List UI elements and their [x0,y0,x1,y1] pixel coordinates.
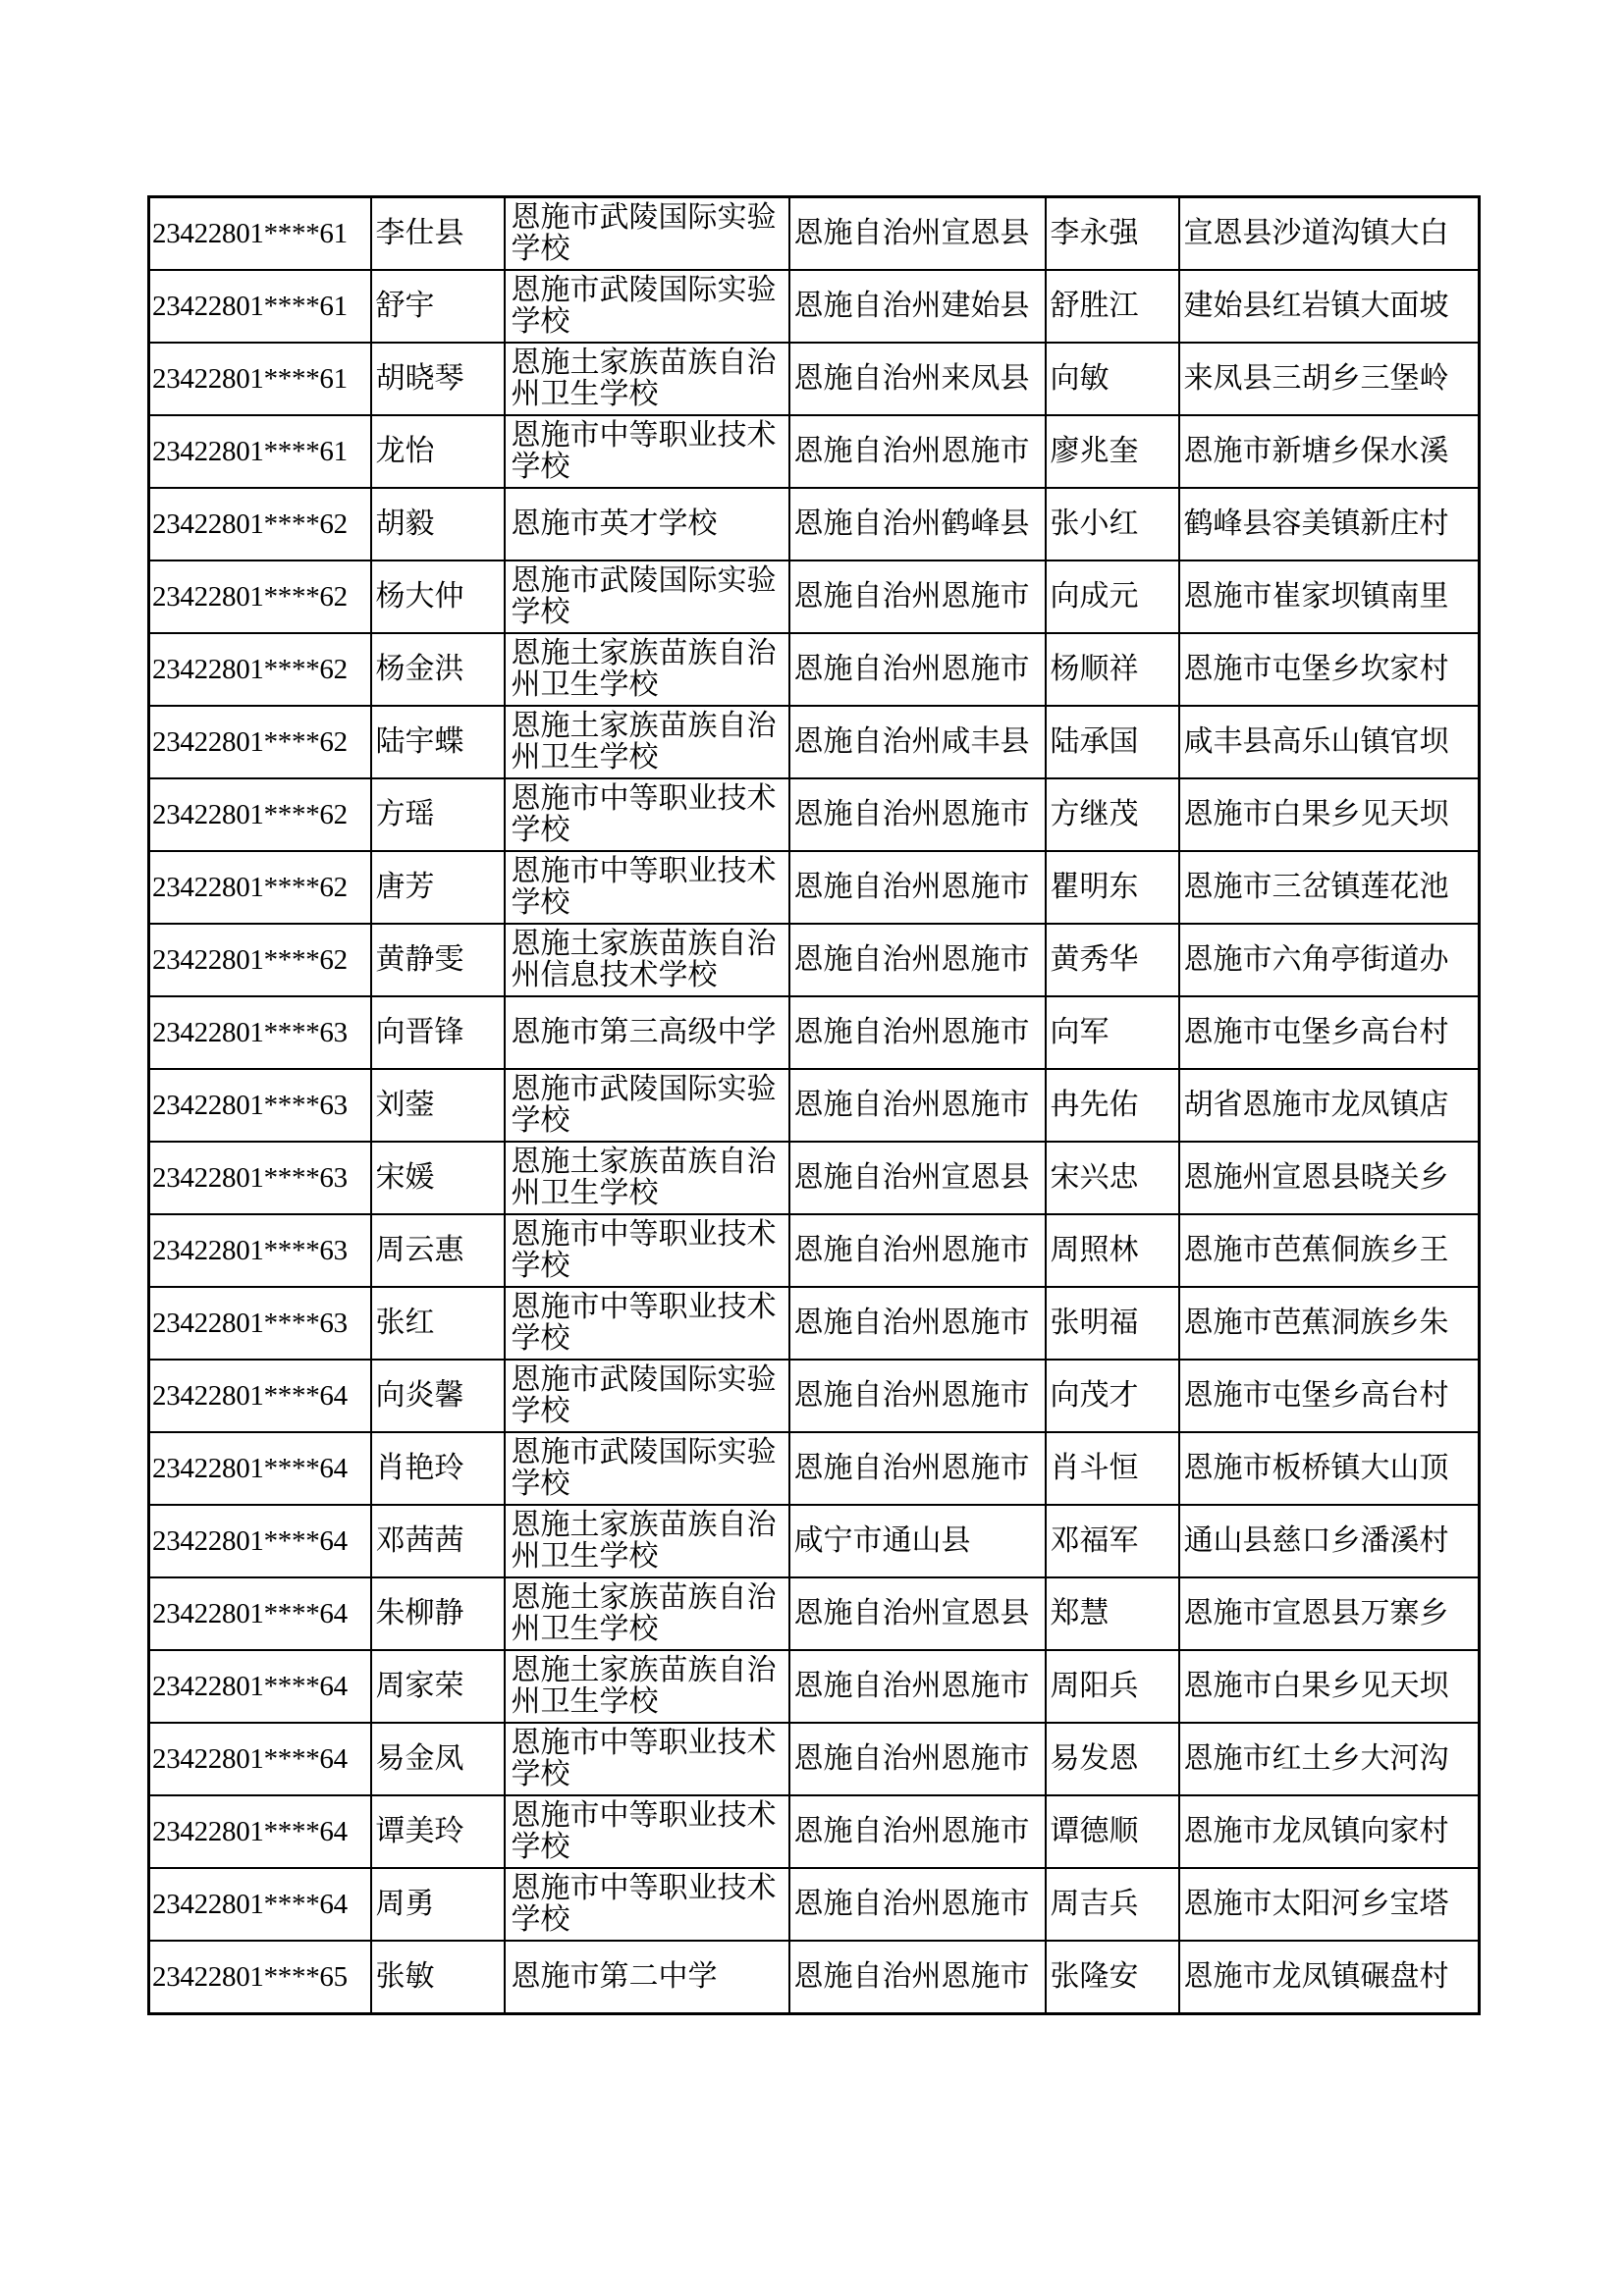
school-cell: 恩施市中等职业技术学校 [505,1287,789,1360]
address-cell: 恩施州宣恩县晓关乡 [1179,1142,1480,1214]
table-row [149,1795,1480,1868]
region-cell: 恩施自治州恩施市 [789,1868,1046,1941]
table-row [149,1941,1480,2014]
school-cell: 恩施土家族苗族自治州卫生学校 [505,1577,789,1650]
address-cell: 建始县红岩镇大面坡 [1179,270,1480,343]
student-id-cell: 23422801****64 [149,1360,371,1432]
student-id-cell: 23422801****64 [149,1577,371,1650]
student-id-cell: 23422801****64 [149,1505,371,1577]
student-id-cell: 23422801****62 [149,924,371,996]
student-name-cell: 黄静雯 [371,924,505,996]
table-row [149,924,1480,996]
region-cell: 恩施自治州恩施市 [789,1069,1046,1142]
table-row [149,1432,1480,1505]
guardian-cell: 周照林 [1046,1214,1179,1287]
school-cell: 恩施市武陵国际实验学校 [505,197,789,271]
student-name-cell: 刘蓥 [371,1069,505,1142]
guardian-cell: 向军 [1046,996,1179,1069]
student-id-cell: 23422801****62 [149,561,371,633]
student-name-cell: 陆宇蝶 [371,706,505,778]
address-cell: 恩施市宣恩县万寨乡 [1179,1577,1480,1650]
student-name-cell: 胡毅 [371,488,505,561]
table-row [149,778,1480,851]
student-id-cell: 23422801****65 [149,1941,371,2014]
student-id-cell: 23422801****63 [149,1069,371,1142]
school-cell: 恩施市武陵国际实验学校 [505,1069,789,1142]
guardian-cell: 向茂才 [1046,1360,1179,1432]
region-cell: 恩施自治州恩施市 [789,1723,1046,1795]
guardian-cell: 郑慧 [1046,1577,1179,1650]
region-cell: 恩施自治州恩施市 [789,778,1046,851]
student-id-cell: 23422801****62 [149,633,371,706]
table-row [149,488,1480,561]
student-name-cell: 张红 [371,1287,505,1360]
address-cell: 恩施市红土乡大河沟 [1179,1723,1480,1795]
guardian-cell: 廖兆奎 [1046,415,1179,488]
student-id-cell: 23422801****62 [149,488,371,561]
region-cell: 恩施自治州恩施市 [789,415,1046,488]
table-row [149,561,1480,633]
student-id-cell: 23422801****63 [149,1214,371,1287]
student-name-cell: 舒宇 [371,270,505,343]
address-cell: 来凤县三胡乡三堡岭 [1179,343,1480,415]
address-cell: 恩施市龙凤镇碾盘村 [1179,1941,1480,2014]
student-name-cell: 向炎馨 [371,1360,505,1432]
student-id-cell: 23422801****63 [149,1142,371,1214]
student-name-cell: 向晋锋 [371,996,505,1069]
table-row [149,1868,1480,1941]
guardian-cell: 邓福军 [1046,1505,1179,1577]
school-cell: 恩施市中等职业技术学校 [505,851,789,924]
guardian-cell: 周阳兵 [1046,1650,1179,1723]
guardian-cell: 瞿明东 [1046,851,1179,924]
student-id-cell: 23422801****61 [149,343,371,415]
school-cell: 恩施市中等职业技术学校 [505,415,789,488]
school-cell: 恩施市武陵国际实验学校 [505,270,789,343]
table-row [149,1360,1480,1432]
student-id-cell: 23422801****63 [149,1287,371,1360]
region-cell: 恩施自治州恩施市 [789,1360,1046,1432]
school-cell: 恩施市武陵国际实验学校 [505,1432,789,1505]
region-cell: 恩施自治州恩施市 [789,1432,1046,1505]
address-cell: 恩施市屯堡乡高台村 [1179,1360,1480,1432]
address-cell: 咸丰县高乐山镇官坝 [1179,706,1480,778]
school-cell: 恩施土家族苗族自治州卫生学校 [505,1142,789,1214]
student-id-cell: 23422801****64 [149,1432,371,1505]
region-cell: 恩施自治州恩施市 [789,1287,1046,1360]
address-cell: 恩施市六角亭街道办 [1179,924,1480,996]
table-row [149,1142,1480,1214]
student-id-cell: 23422801****62 [149,778,371,851]
region-cell: 恩施自治州恩施市 [789,1650,1046,1723]
school-cell: 恩施土家族苗族自治州卫生学校 [505,1650,789,1723]
table-row [149,415,1480,488]
address-cell: 恩施市芭蕉侗族乡王 [1179,1214,1480,1287]
table-row [149,1505,1480,1577]
school-cell: 恩施市第二中学 [505,1941,789,2014]
student-name-cell: 朱柳静 [371,1577,505,1650]
region-cell: 恩施自治州鹤峰县 [789,488,1046,561]
table-row [149,706,1480,778]
address-cell: 恩施市芭蕉洞族乡朱 [1179,1287,1480,1360]
region-cell: 恩施自治州建始县 [789,270,1046,343]
guardian-cell: 方继茂 [1046,778,1179,851]
school-cell: 恩施土家族苗族自治州卫生学校 [505,633,789,706]
student-id-cell: 23422801****62 [149,706,371,778]
student-name-cell: 杨大仲 [371,561,505,633]
student-name-cell: 张敏 [371,1941,505,2014]
student-table [147,195,1481,2015]
table-row [149,1069,1480,1142]
address-cell: 恩施市白果乡见天坝 [1179,778,1480,851]
guardian-cell: 向成元 [1046,561,1179,633]
table-row [149,633,1480,706]
region-cell: 恩施自治州宣恩县 [789,197,1046,271]
region-cell: 恩施自治州恩施市 [789,561,1046,633]
school-cell: 恩施市英才学校 [505,488,789,561]
student-name-cell: 李仕县 [371,197,505,271]
address-cell: 恩施市屯堡乡高台村 [1179,996,1480,1069]
table-row [149,1723,1480,1795]
table-row [149,851,1480,924]
guardian-cell: 宋兴忠 [1046,1142,1179,1214]
student-id-cell: 23422801****64 [149,1723,371,1795]
school-cell: 恩施市中等职业技术学校 [505,778,789,851]
student-name-cell: 龙怡 [371,415,505,488]
address-cell: 恩施市屯堡乡坎家村 [1179,633,1480,706]
table-row [149,1577,1480,1650]
student-name-cell: 唐芳 [371,851,505,924]
region-cell: 恩施自治州咸丰县 [789,706,1046,778]
school-cell: 恩施市第三高级中学 [505,996,789,1069]
guardian-cell: 周吉兵 [1046,1868,1179,1941]
guardian-cell: 易发恩 [1046,1723,1179,1795]
guardian-cell: 张小红 [1046,488,1179,561]
guardian-cell: 杨顺祥 [1046,633,1179,706]
address-cell: 恩施市白果乡见天坝 [1179,1650,1480,1723]
school-cell: 恩施市中等职业技术学校 [505,1795,789,1868]
guardian-cell: 张明福 [1046,1287,1179,1360]
school-cell: 恩施市中等职业技术学校 [505,1214,789,1287]
address-cell: 恩施市三岔镇莲花池 [1179,851,1480,924]
region-cell: 恩施自治州恩施市 [789,633,1046,706]
student-name-cell: 周勇 [371,1868,505,1941]
address-cell: 恩施市新塘乡保水溪 [1179,415,1480,488]
guardian-cell: 李永强 [1046,197,1179,271]
school-cell: 恩施土家族苗族自治州卫生学校 [505,1505,789,1577]
student-name-cell: 肖艳玲 [371,1432,505,1505]
guardian-cell: 陆承国 [1046,706,1179,778]
student-id-cell: 23422801****64 [149,1650,371,1723]
student-name-cell: 周云惠 [371,1214,505,1287]
student-name-cell: 方瑶 [371,778,505,851]
student-id-cell: 23422801****64 [149,1795,371,1868]
guardian-cell: 向敏 [1046,343,1179,415]
school-cell: 恩施市中等职业技术学校 [505,1723,789,1795]
student-id-cell: 23422801****61 [149,197,371,271]
guardian-cell: 张隆安 [1046,1941,1179,2014]
school-cell: 恩施土家族苗族自治州卫生学校 [505,343,789,415]
table-row [149,197,1480,271]
student-id-cell: 23422801****64 [149,1868,371,1941]
student-name-cell: 杨金洪 [371,633,505,706]
table-row [149,1650,1480,1723]
region-cell: 恩施自治州恩施市 [789,1795,1046,1868]
school-cell: 恩施土家族苗族自治州信息技术学校 [505,924,789,996]
table-row [149,343,1480,415]
student-name-cell: 宋媛 [371,1142,505,1214]
guardian-cell: 冉先佑 [1046,1069,1179,1142]
address-cell: 恩施市板桥镇大山顶 [1179,1432,1480,1505]
school-cell: 恩施市武陵国际实验学校 [505,561,789,633]
guardian-cell: 舒胜江 [1046,270,1179,343]
table-body [149,197,1480,2014]
guardian-cell: 谭德顺 [1046,1795,1179,1868]
student-id-cell: 23422801****61 [149,415,371,488]
student-name-cell: 周家荣 [371,1650,505,1723]
table-row [149,1214,1480,1287]
school-cell: 恩施土家族苗族自治州卫生学校 [505,706,789,778]
student-name-cell: 谭美玲 [371,1795,505,1868]
address-cell: 恩施市龙凤镇向家村 [1179,1795,1480,1868]
table-row [149,270,1480,343]
region-cell: 咸宁市通山县 [789,1505,1046,1577]
region-cell: 恩施自治州恩施市 [789,996,1046,1069]
student-id-cell: 23422801****63 [149,996,371,1069]
school-cell: 恩施市中等职业技术学校 [505,1868,789,1941]
region-cell: 恩施自治州宣恩县 [789,1577,1046,1650]
student-name-cell: 胡晓琴 [371,343,505,415]
region-cell: 恩施自治州宣恩县 [789,1142,1046,1214]
address-cell: 恩施市太阳河乡宝塔 [1179,1868,1480,1941]
table-row [149,1287,1480,1360]
region-cell: 恩施自治州恩施市 [789,924,1046,996]
student-id-cell: 23422801****62 [149,851,371,924]
school-cell: 恩施市武陵国际实验学校 [505,1360,789,1432]
address-cell: 恩施市崔家坝镇南里 [1179,561,1480,633]
guardian-cell: 肖斗恒 [1046,1432,1179,1505]
address-cell: 宣恩县沙道沟镇大白 [1179,197,1480,271]
student-name-cell: 易金凤 [371,1723,505,1795]
region-cell: 恩施自治州来凤县 [789,343,1046,415]
address-cell: 鹤峰县容美镇新庄村 [1179,488,1480,561]
region-cell: 恩施自治州恩施市 [789,851,1046,924]
student-name-cell: 邓茜茜 [371,1505,505,1577]
table-row [149,996,1480,1069]
region-cell: 恩施自治州恩施市 [789,1214,1046,1287]
address-cell: 通山县慈口乡潘溪村 [1179,1505,1480,1577]
region-cell: 恩施自治州恩施市 [789,1941,1046,2014]
address-cell: 胡省恩施市龙凤镇店 [1179,1069,1480,1142]
student-id-cell: 23422801****61 [149,270,371,343]
guardian-cell: 黄秀华 [1046,924,1179,996]
